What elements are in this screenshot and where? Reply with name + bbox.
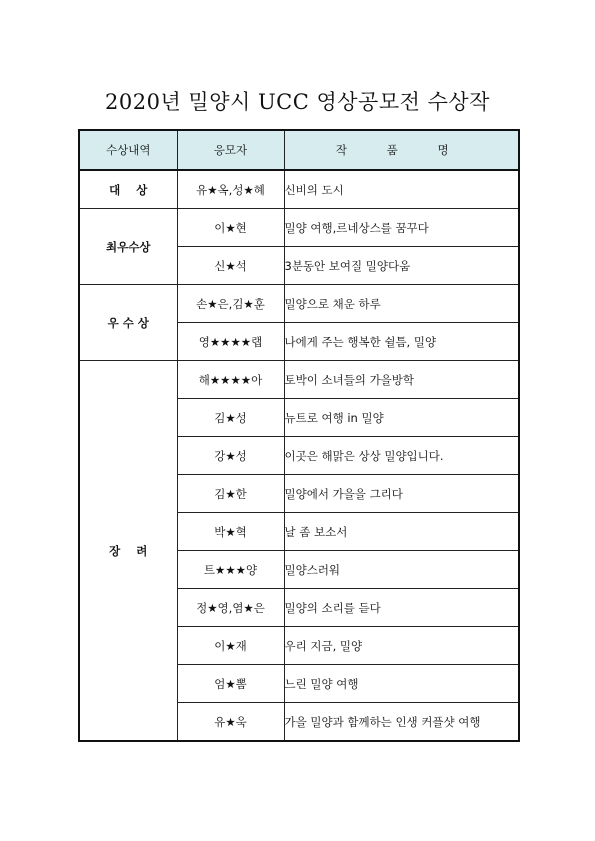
work-title: 느린 밀양 여행 — [284, 665, 519, 703]
applicant-name: 유★옥,성★혜 — [177, 170, 284, 209]
work-title: 밀양에서 가을을 그리다 — [284, 475, 519, 513]
table-row — [79, 285, 519, 323]
applicant-name: 박★혁 — [177, 513, 284, 551]
applicant-name: 유★욱 — [177, 703, 284, 742]
applicant-name: 이★재 — [177, 627, 284, 665]
work-title: 나에게 주는 행복한 쉴틈, 밀양 — [284, 323, 519, 361]
award-encouragement: 장 려 — [79, 361, 177, 742]
award-excellence: 우 수 상 — [79, 285, 177, 361]
applicant-name: 영★★★★랩 — [177, 323, 284, 361]
work-title: 3분동안 보여질 밀양다움 — [284, 247, 519, 285]
work-title: 우리 지금, 밀양 — [284, 627, 519, 665]
page-title: 2020년 밀양시 UCC 영상공모전 수상작 — [105, 90, 490, 114]
work-title: 날 좀 보소서 — [284, 513, 519, 551]
applicant-name: 이★현 — [177, 209, 284, 247]
applicant-name: 해★★★★아 — [177, 361, 284, 399]
applicant-name: 엄★뽐 — [177, 665, 284, 703]
work-title: 뉴트로 여행 in 밀양 — [284, 399, 519, 437]
work-title: 밀양 여행,르네상스를 꿈꾸다 — [284, 209, 519, 247]
award-grand: 대 상 — [79, 170, 177, 209]
table-row — [79, 209, 519, 247]
work-title: 밀양의 소리를 듣다 — [284, 589, 519, 627]
work-title: 신비의 도시 — [284, 170, 519, 209]
table-header-row — [79, 130, 519, 170]
work-title: 가을 밀양과 함께하는 인생 커플샷 여행 — [284, 703, 519, 742]
applicant-name: 강★성 — [177, 437, 284, 475]
work-title: 밀양스러워 — [284, 551, 519, 589]
work-title: 토박이 소녀들의 가을방학 — [284, 361, 519, 399]
table-row — [79, 361, 519, 399]
header-award: 수상내역 — [79, 130, 177, 170]
header-work: 작 품 명 — [284, 130, 519, 170]
applicant-name: 김★한 — [177, 475, 284, 513]
award-excellence-top: 최우수상 — [79, 209, 177, 285]
table-row — [79, 170, 519, 209]
applicant-name: 정★영,염★은 — [177, 589, 284, 627]
work-title: 밀양으로 채운 하루 — [284, 285, 519, 323]
applicant-name: 트★★★양 — [177, 551, 284, 589]
applicant-name: 신★석 — [177, 247, 284, 285]
awards-table — [78, 129, 520, 742]
applicant-name: 손★은,김★훈 — [177, 285, 284, 323]
work-title: 이곳은 해맑은 상상 밀양입니다. — [284, 437, 519, 475]
header-applicant: 응모자 — [177, 130, 284, 170]
applicant-name: 김★성 — [177, 399, 284, 437]
